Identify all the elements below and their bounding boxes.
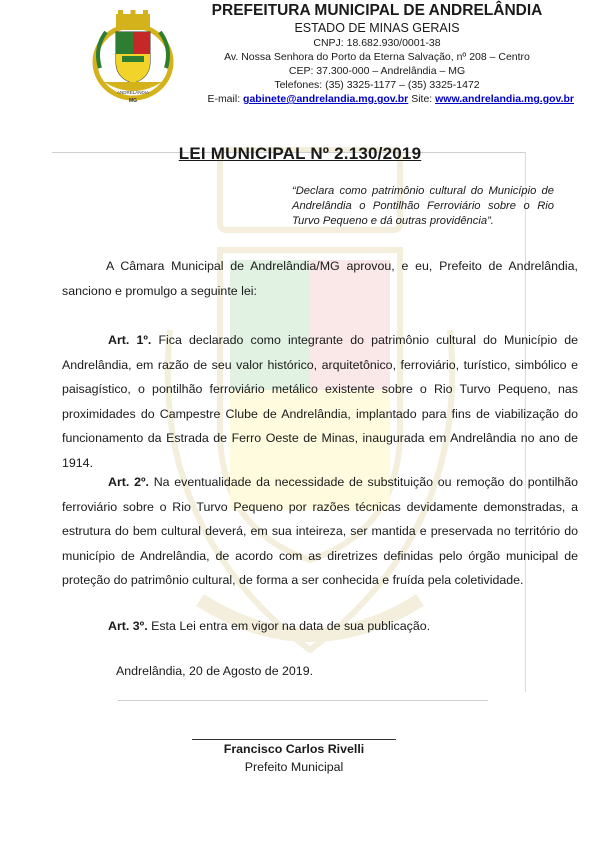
article-1-label: Art. 1º. xyxy=(108,333,152,347)
law-summary: “Declara como patrimônio cultural do Município de Andrelândia o Pontilhão Ferroviário sobre o Rio Turvo Pequeno e dá outras providência”. xyxy=(292,185,554,227)
cep-line: CEP: 37.300-000 – Andrelândia – MG xyxy=(288,65,466,77)
state-name: ESTADO DE MINAS GERAIS xyxy=(294,21,460,35)
site-label: Site: xyxy=(411,93,433,105)
article-1-text: Fica declarado como integrante do patrimônio cultural do Município de Andrelândia, em razão de seu valor histórico, arquitetônico, ferroviário, turístico, simbólico e paisagístico, o pontilhão ferroviário metálico existente sobre o Rio Turvo Pequeno, nas proximidades do Campestre Clube de Andrelândia, implantado para fins de viabilização do funcionamento da Estrada de Ferro Oeste de Minas, inaugurada em Andrelândia no ano de 1914. xyxy=(62,333,578,470)
institution-title: PREFEITURA MUNICIPAL DE ANDRELÂNDIA xyxy=(211,2,543,19)
logo-banner-text: ANDRELÂNDIA xyxy=(116,90,150,95)
logo-state-text: MG xyxy=(128,98,138,104)
site-link[interactable]: www.andrelandia.mg.gov.br xyxy=(435,93,574,105)
article-1 xyxy=(62,328,578,475)
signature-line xyxy=(192,739,396,740)
divider-bottom xyxy=(118,700,488,701)
municipal-coat-of-arms-logo xyxy=(92,8,174,104)
article-2 xyxy=(62,470,578,593)
phones-line: Telefones: (35) 3325-1177 – (35) 3325-1472 xyxy=(274,79,480,91)
article-3-text: Esta Lei entra em vigor na data de sua publicação. xyxy=(147,619,431,633)
signer-name: Francisco Carlos Rivelli xyxy=(223,742,365,756)
address-line: Av. Nossa Senhora do Porto da Eterna Salvação, nº 208 – Centro xyxy=(224,51,530,63)
article-3 xyxy=(62,614,578,639)
date-line: Andrelândia, 20 de Agosto de 2019. xyxy=(116,664,314,678)
letterhead xyxy=(178,2,576,106)
preamble-paragraph: A Câmara Municipal de Andrelândia/MG aprovou, e eu, Prefeito de Andrelândia, sanciono e promulgo a seguinte lei: xyxy=(62,259,578,298)
article-2-text: Na eventualidade da necessidade de substituição ou remoção do pontilhão ferroviário sobre o Rio Turvo Pequeno por razões técnicas devidamente demonstradas, a estrutura do bem cultural deverá, em sua inteireza, ser mantida e preservada no território do município de Andrelândia, de acordo com as diretrizes definidas pelo órgão municipal de proteção do patrimônio cultural, de forma a ser conhecida e fruída pela coletividade. xyxy=(62,475,579,587)
law-title: LEI MUNICIPAL Nº 2.130/2019 xyxy=(178,144,422,163)
signer-role: Prefeito Municipal xyxy=(244,760,344,774)
contact-line xyxy=(98,92,576,106)
article-2-label: Art. 2º. xyxy=(108,475,149,489)
email-label: E-mail: xyxy=(207,93,241,105)
article-3-label: Art. 3º. xyxy=(108,619,148,633)
email-link[interactable]: gabinete@andrelandia.mg.gov.br xyxy=(243,93,409,105)
cnpj-line: CNPJ: 18.682.930/0001-38 xyxy=(313,37,441,49)
